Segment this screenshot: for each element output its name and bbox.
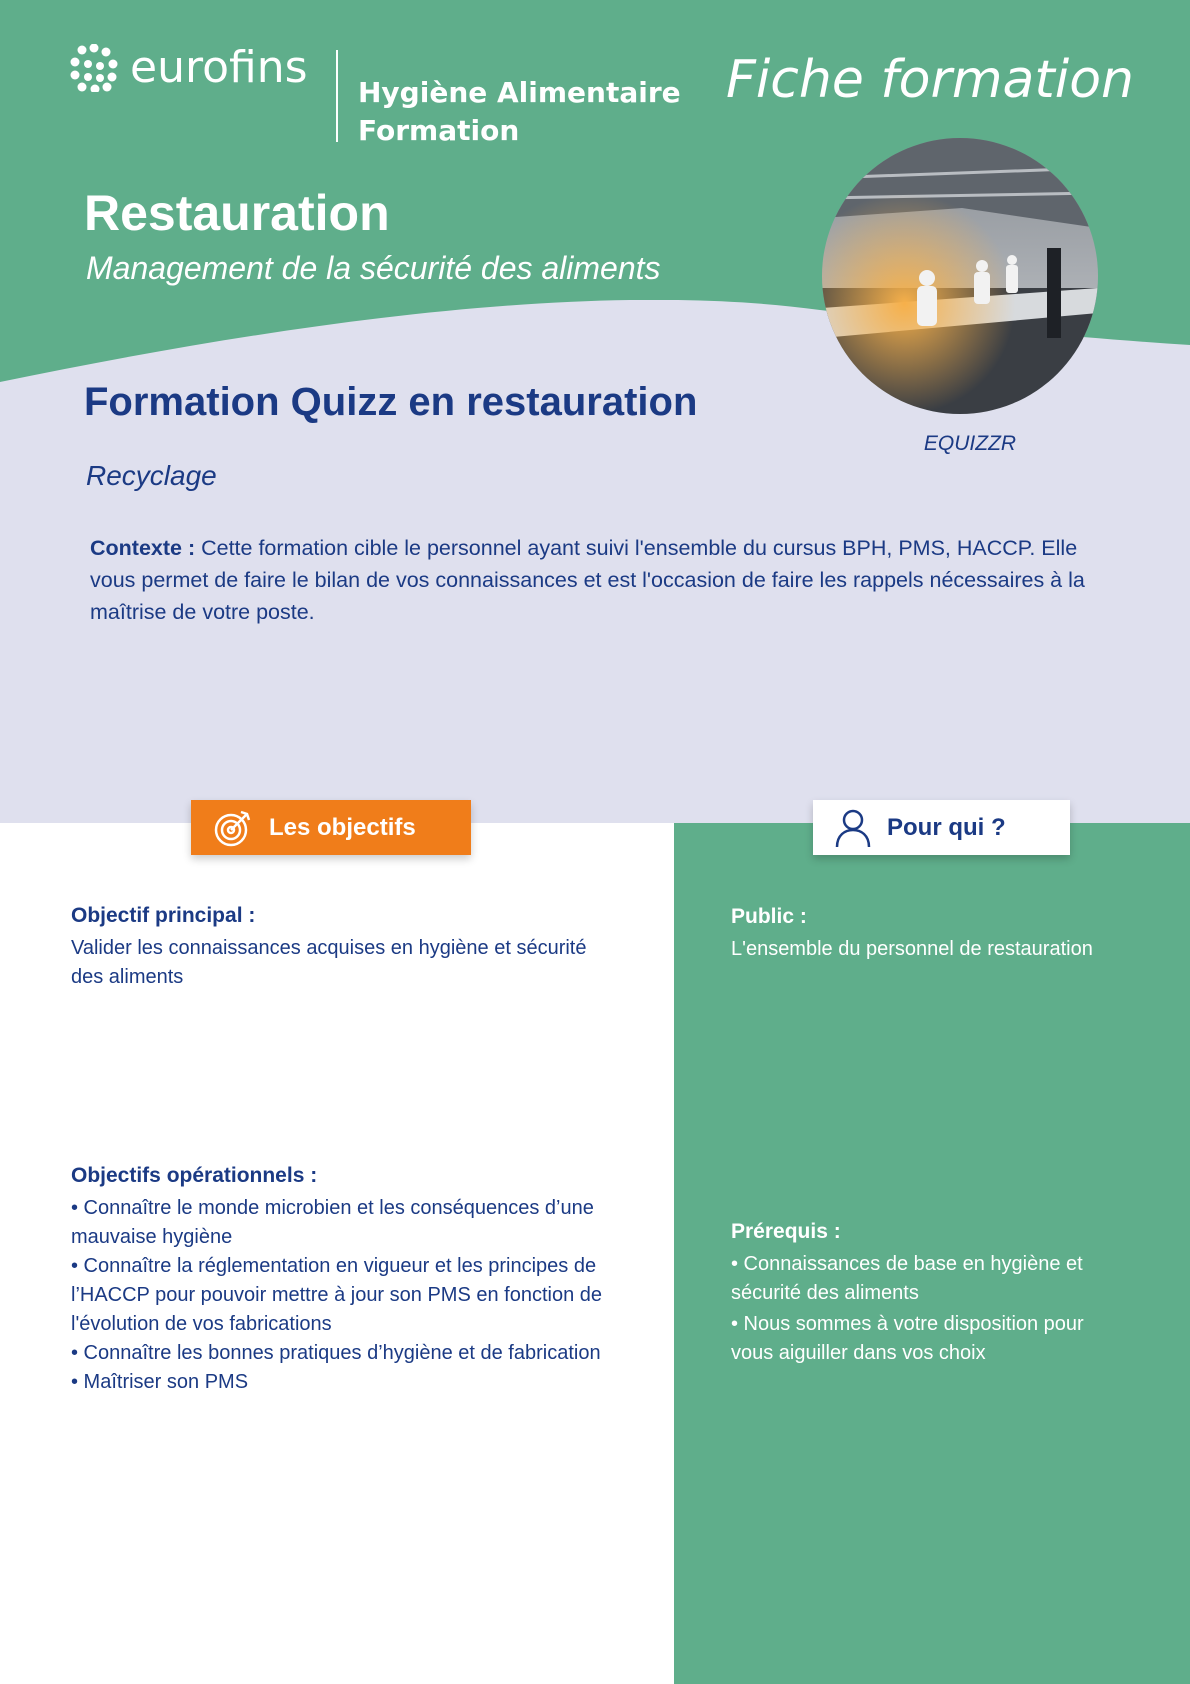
objectif-principal-heading: Objectif principal : bbox=[71, 904, 256, 927]
objectifs-operationnels-heading: Objectifs opérationnels : bbox=[71, 1164, 318, 1187]
objectifs-badge-label: Les objectifs bbox=[269, 813, 416, 841]
target-icon bbox=[213, 808, 253, 848]
page-subtitle: Management de la sécurité des aliments bbox=[86, 250, 661, 286]
photo-caption: EQUIZZR bbox=[923, 432, 1017, 455]
fiche-formation-label: Fiche formation bbox=[725, 50, 1134, 110]
pour-qui-badge-label: Pour qui ? bbox=[887, 813, 1006, 841]
logo-text: eurofins bbox=[130, 42, 308, 93]
contexte-label: Contexte : bbox=[90, 536, 196, 560]
brand-line-2: Formation bbox=[358, 114, 520, 147]
pour-qui-badge bbox=[813, 800, 1070, 855]
eurofins-logo bbox=[70, 42, 308, 93]
formation-subtitle: Recyclage bbox=[86, 460, 217, 491]
page-title: Restauration bbox=[84, 185, 390, 241]
eurofins-dots-icon bbox=[70, 44, 118, 92]
public-heading: Public : bbox=[731, 905, 807, 928]
list-item: • Connaître les bonnes pratiques d’hygiène et de fabrication bbox=[71, 1342, 601, 1364]
brand-subtitle bbox=[358, 74, 681, 150]
prerequis-list bbox=[731, 1250, 1111, 1368]
list-item: • Connaître la réglementation en vigueur et les principes de l’HACCP pour pouvoir mettre à jour son PMS en fonction de l'évolution de vos fabrications bbox=[71, 1255, 603, 1335]
objectifs-badge bbox=[191, 800, 471, 855]
objectif-principal-text: Valider les connaissances acquises en hygiène et sécurité des aliments bbox=[71, 937, 587, 988]
contexte-paragraph bbox=[90, 532, 1100, 628]
person-icon bbox=[835, 808, 871, 848]
header-divider bbox=[336, 50, 338, 142]
list-item: • Nous sommes à votre disposition pour vous aiguiller dans vos choix bbox=[731, 1313, 1084, 1364]
contexte-text: Cette formation cible le personnel ayant suivi l'ensemble du cursus BPH, PMS, HACCP. Elle vous permet de faire le bilan de vos connaissances et est l'occasion de faire les rappels nécessaires à la maîtrise de votre poste. bbox=[90, 536, 1085, 624]
prerequis-heading: Prérequis : bbox=[731, 1220, 841, 1243]
list-item: • Connaissances de base en hygiène et sécurité des aliments bbox=[731, 1253, 1083, 1304]
kitchen-photo bbox=[822, 138, 1098, 414]
formation-title: Formation Quizz en restauration bbox=[84, 380, 698, 424]
objectifs-operationnels-list bbox=[71, 1194, 621, 1397]
list-item: • Maîtriser son PMS bbox=[71, 1371, 249, 1393]
public-text: L'ensemble du personnel de restauration bbox=[731, 938, 1093, 960]
brand-line-1: Hygiène Alimentaire bbox=[358, 76, 681, 109]
list-item: • Connaître le monde microbien et les conséquences d’une mauvaise hygiène bbox=[71, 1197, 594, 1248]
